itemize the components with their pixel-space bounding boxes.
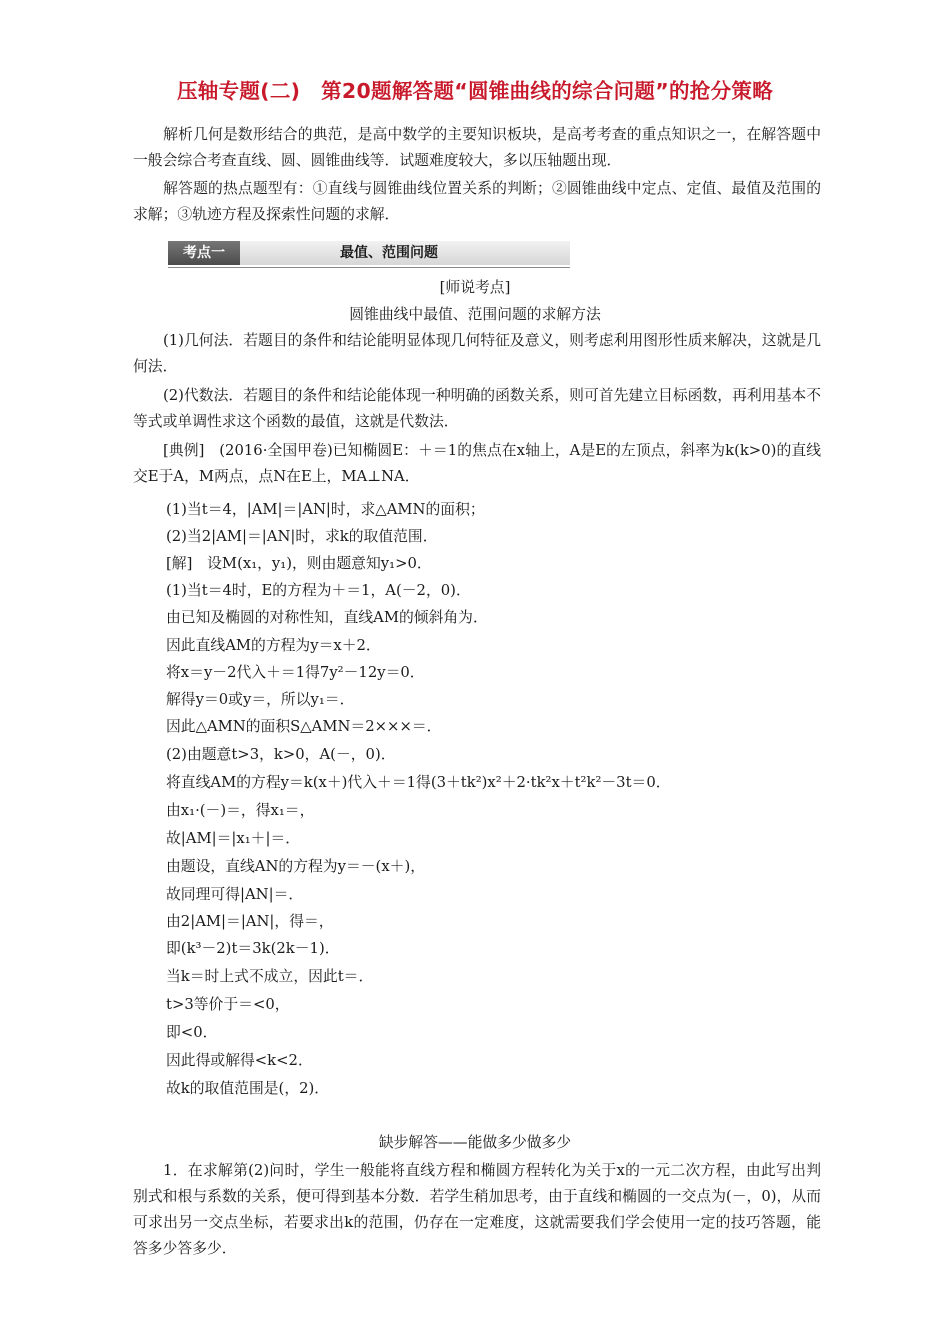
solution-line: 解得y＝0或y＝，所以y₁＝． [166,691,355,708]
solution-line: 即(k³－2)t＝3k(2k－1)． [166,940,340,957]
solution-line: 将直线AM的方程y＝k(x＋)代入＋＝1得(3＋tk²)x²＋2·tk²x＋t²k²－3t＝0． [166,774,671,791]
solution-line: 因此得或解得<k<2． [166,1052,313,1069]
solution-line: 因此直线AM的方程为y＝x＋2． [166,637,381,654]
solution-line: 将x＝y－2代入＋＝1得7y²－12y＝0． [166,664,425,681]
method-title: 圆锥曲线中最值、范围问题的求解方法 [349,306,601,323]
section-banner [168,238,570,268]
intro-paragraph-2: 解答题的热点题型有：①直线与圆锥曲线位置关系的判断；②圆锥曲线中定点、定值、最值及范围的求解；③轨迹方程及探索性问题的求解． [133,180,821,223]
method-2: (2)代数法．若题目的条件和结论能体现一种明确的函数关系，则可首先建立目标函数，再利用基本不等式或单调性求这个函数的最值，这就是代数法． [133,387,821,430]
subheading: 缺步解答——能做多少做多少 [378,1134,572,1151]
solution-line: [解] 设M(x₁，y₁)，则由题意知y₁>0． [166,555,432,572]
banner-title: 最值、范围问题 [340,245,438,261]
banner-rule [168,267,570,268]
solution-line: 由已知及椭圆的对称性知，直线AM的倾斜角为． [166,609,488,626]
solution-line: (2)由题意t>3，k>0，A(－，0)． [166,746,396,763]
method-1: (1)几何法．若题目的条件和结论能明显体现几何特征及意义，则考虑利用图形性质来解决，这就是几何法． [133,332,821,375]
solution-line: 故k的取值范围是(，2)． [166,1080,330,1097]
solution-line: 由2|AM|＝|AN|，得＝， [166,913,334,930]
page-title: 压轴专题(二) 第20题解答题“圆锥曲线的综合问题”的抢分策略 [176,79,773,103]
solution-line: (1)当t＝4时，E的方程为＋＝1，A(－2，0)． [166,582,471,599]
closing-paragraph: 1．在求解第(2)问时，学生一般能将直线方程和椭圆方程转化为关于x的一元二次方程，由此写出判别式和根与系数的关系，便可得到基本分数．若学生稍加思考，由于直线和椭圆的一交点为(－，0)，从而可求出另一交点坐标，若要求出k的范围，仍存在一定难度，这就需要我们学会使用一定的技巧答题，能答多少答多少． [133,1162,821,1257]
solution-line: (2)当2|AM|＝|AN|时，求k的取值范围． [166,528,438,545]
section-label: [师说考点] [439,279,511,296]
banner-tag: 考点一 [168,241,240,265]
solution-line: 当k＝时上式不成立，因此t＝． [166,968,374,985]
example-problem: [典例] (2016·全国甲卷)已知椭圆E：＋＝1的焦点在x轴上，A是E的左顶点，斜率为k(k>0)的直线交E于A，M两点，点N在E上，MA⊥NA． [133,442,821,485]
solution-line: 由题设，直线AN的方程为y＝－(x＋)， [166,858,426,875]
banner-bar [240,241,570,265]
solution-line: 故|AM|＝|x₁＋|＝． [166,830,301,847]
solution-line: (1)当t＝4，|AM|＝|AN|时，求△AMN的面积； [166,501,485,518]
intro-paragraph-1: 解析几何是数形结合的典范，是高中数学的主要知识板块，是高考考查的重点知识之一，在解答题中一般会综合考查直线、圆、圆锥曲线等．试题难度较大，多以压轴题出现． [133,126,821,169]
solution-line: t>3等价于＝<0， [166,996,290,1013]
solution-line: 由x₁·(－)＝，得x₁＝， [166,802,315,819]
solution-line: 故同理可得|AN|＝． [166,886,304,903]
solution-line: 因此△AMN的面积S△AMN＝2×××＝． [166,718,442,735]
solution-line: 即<0． [166,1024,218,1041]
